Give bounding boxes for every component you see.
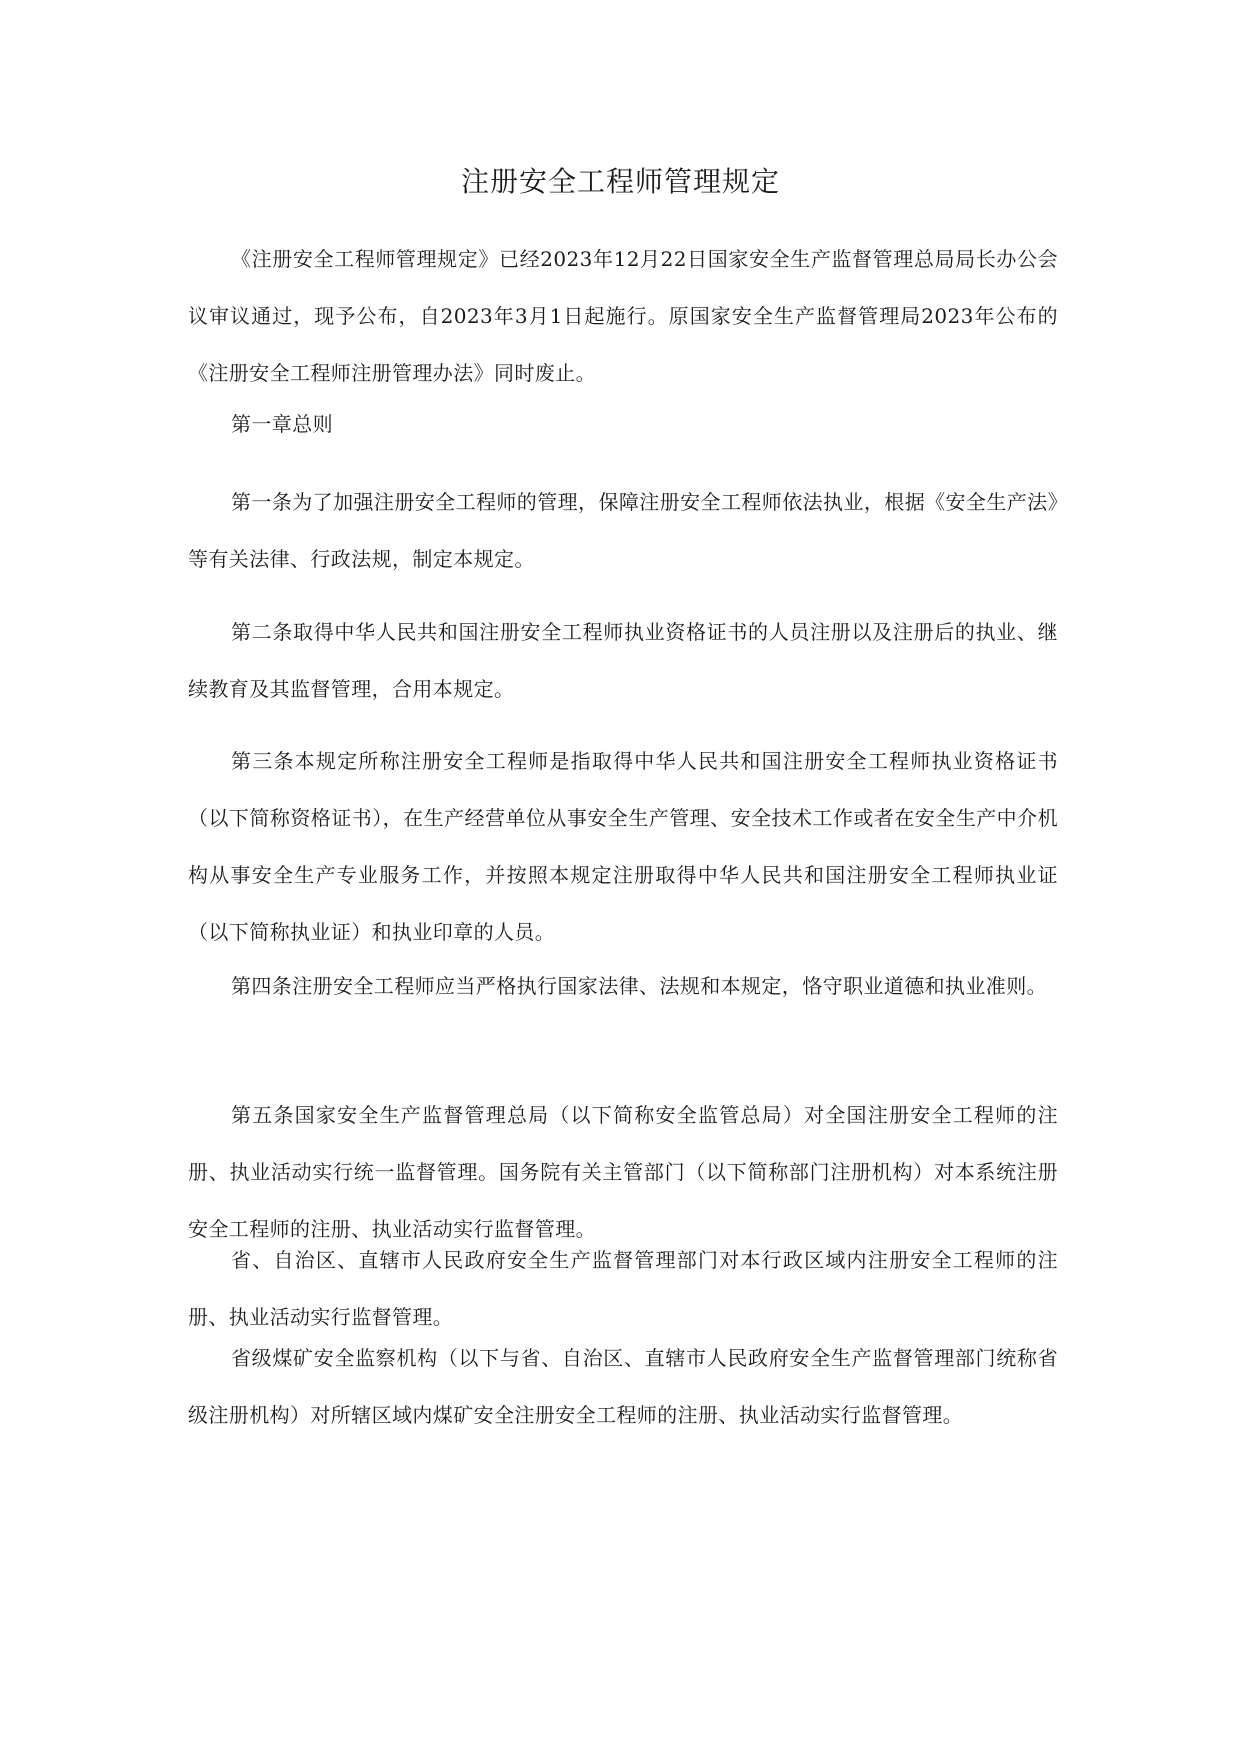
article-4-paragraph: 第四条注册安全工程师应当严格执行国家法律、法规和本规定，恪守职业道德和执业准则。	[231, 974, 1047, 998]
article-5-paragraph: 第五条国家安全生产监督管理总局（以下简称安全监管总局）对全国注册安全工程师的注册、执业活动实行统一监督管理。国务院有关主管部门（以下简称部门注册机构）对本系统注册安全工程师的注册、执业活动实行监督管理。	[188, 1103, 1058, 1241]
document-title: 注册安全工程师管理规定	[460, 165, 780, 198]
article-2-paragraph: 第二条取得中华人民共和国注册安全工程师执业资格证书的人员注册以及注册后的执业、继续教育及其监督管理，合用本规定。	[188, 620, 1058, 701]
intro-paragraph: 《注册安全工程师管理规定》已经2023年12月22日国家安全生产监督管理总局局长办公会议审议通过，现予公布，自2023年3月1日起施行。原国家安全生产监督管理局2023年公布的《注册安全工程师注册管理办法》同时废止。	[188, 247, 1058, 385]
coal-mine-paragraph: 省级煤矿安全监察机构（以下与省、自治区、直辖市人民政府安全生产监督管理部门统称省级注册机构）对所辖区域内煤矿安全注册安全工程师的注册、执业活动实行监督管理。	[188, 1346, 1058, 1427]
article-3-paragraph: 第三条本规定所称注册安全工程师是指取得中华人民共和国注册安全工程师执业资格证书（以下简称资格证书），在生产经营单位从事安全生产管理、安全技术工作或者在安全生产中介机构从事安全生产专业服务工作，并按照本规定注册取得中华人民共和国注册安全工程师执业证（以下简称执业证）和执业印章的人员。	[188, 749, 1058, 944]
article-1-paragraph: 第一条为了加强注册安全工程师的管理，保障注册安全工程师依法执业，根据《安全生产法》等有关法律、行政法规，制定本规定。	[188, 490, 1058, 571]
chapter-heading: 第一章总则	[231, 412, 333, 436]
provincial-paragraph: 省、自治区、直辖市人民政府安全生产监督管理部门对本行政区域内注册安全工程师的注册、执业活动实行监督管理。	[188, 1248, 1058, 1329]
